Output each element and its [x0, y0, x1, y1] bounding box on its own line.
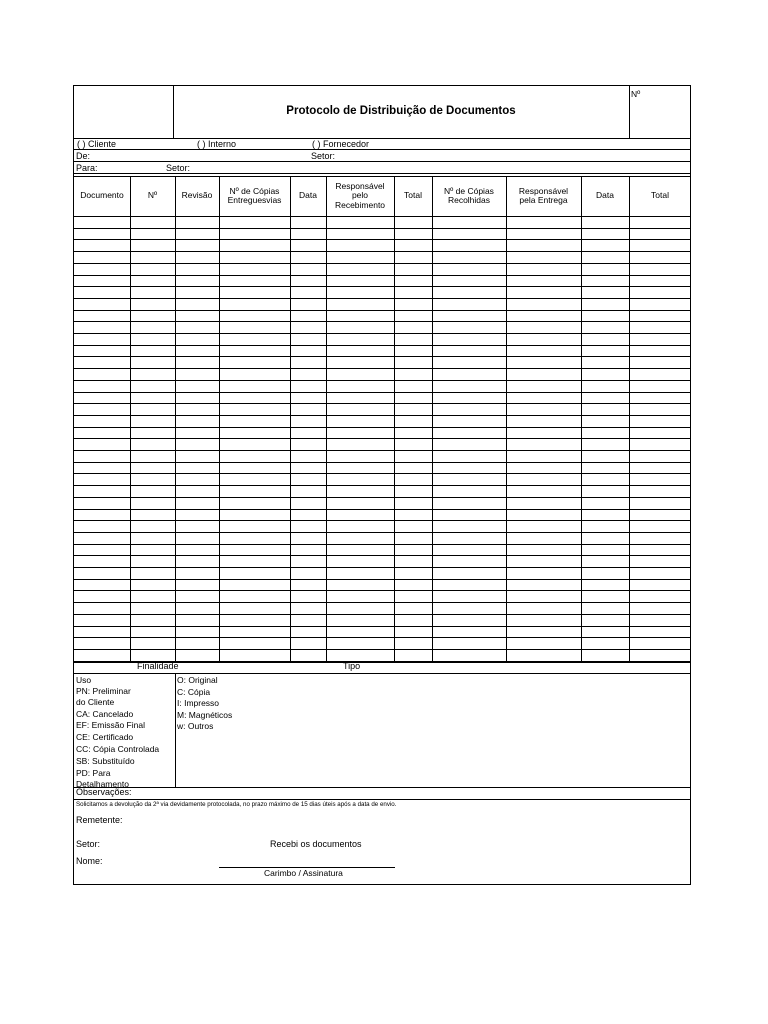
option-interno[interactable]: ( ) Interno	[197, 139, 237, 149]
table-row	[74, 228, 690, 229]
table-row	[74, 567, 690, 568]
table-row	[74, 497, 690, 498]
recebi-label: Recebi os documentos	[270, 839, 362, 849]
table-row	[74, 345, 690, 346]
table-row	[74, 298, 690, 299]
table-row	[74, 462, 690, 463]
table-row	[74, 263, 690, 264]
tipo-legend-item: O: Original	[177, 675, 218, 685]
table-column-divider	[629, 176, 630, 662]
table-column-divider	[506, 176, 507, 662]
legend-bottom-line	[74, 787, 690, 788]
finalidade-label: Finalidade	[137, 661, 179, 671]
legend-divider	[175, 673, 176, 787]
table-row	[74, 392, 690, 393]
table-column-divider	[130, 176, 131, 662]
table-row	[74, 438, 690, 439]
table-row	[74, 626, 690, 627]
table-row	[74, 649, 690, 650]
field-de-label: De:	[76, 151, 91, 161]
table-row	[74, 555, 690, 556]
table-row	[74, 403, 690, 404]
table-header-cell: Documento	[80, 190, 124, 201]
para-bottom-line	[74, 173, 690, 174]
table-row	[74, 251, 690, 252]
return-notice: Solicitamos a devolução da 2ª via devidamente protocolada, no prazo máximo de 15 dias úteis após a data de envio.	[76, 801, 397, 808]
uso-legend-item: PD: Para	[76, 768, 111, 778]
field-setor-label: Setor:	[311, 151, 336, 161]
observacoes-label: Observações:	[76, 787, 132, 797]
table-row	[74, 614, 690, 615]
table-header-cell: Nº de Cópias Recolhidas	[444, 185, 494, 205]
table-row	[74, 239, 690, 240]
table-header-cell: Responsável pelo Recebimento	[334, 180, 386, 210]
table-column-divider	[326, 176, 327, 662]
table-header-cell: Revisão	[181, 190, 213, 201]
table-column-divider	[432, 176, 433, 662]
table-header-cell: Total	[404, 190, 422, 201]
uso-legend-item: Detalhamento	[76, 779, 129, 789]
table-row	[74, 368, 690, 369]
table-row	[74, 321, 690, 322]
header-bottom-line	[74, 138, 690, 139]
uso-legend-item: Uso	[76, 675, 92, 685]
uso-legend-item: do Cliente	[76, 697, 115, 707]
table-row	[74, 356, 690, 357]
header-divider-right	[629, 86, 630, 138]
tipo-legend-item: I: Impresso	[177, 698, 220, 708]
table-row	[74, 310, 690, 311]
legend-top-line	[74, 673, 690, 674]
table-row	[74, 544, 690, 545]
options-bottom-line	[74, 149, 690, 150]
uso-legend-item: SB: Substituído	[76, 756, 135, 766]
table-row	[74, 415, 690, 416]
tipo-legend-item: w: Outros	[177, 721, 214, 731]
table-row	[74, 275, 690, 276]
table-row	[74, 286, 690, 287]
form-number-label: Nº	[631, 89, 641, 99]
tipo-legend-item: C: Cópia	[177, 686, 211, 697]
table-row	[74, 532, 690, 533]
tipo-legend-item: M: Magnéticos	[177, 709, 233, 720]
documents-table	[74, 176, 690, 662]
table-row	[74, 590, 690, 591]
uso-legend-item: CA: Cancelado	[76, 709, 134, 719]
signature-caption: Carimbo / Assinatura	[264, 868, 343, 878]
table-header-cell: Data	[299, 190, 317, 201]
table-column-divider	[290, 176, 291, 662]
table-column-divider	[219, 176, 220, 662]
table-header-cell: Data	[596, 190, 614, 201]
table-row	[74, 473, 690, 474]
table-row	[74, 579, 690, 580]
table-row	[74, 450, 690, 451]
observacoes-bottom-line	[74, 799, 690, 800]
table-row	[74, 637, 690, 638]
tipo-label: Tipo	[343, 661, 361, 671]
table-header-bottom-line	[74, 216, 690, 217]
table-row	[74, 427, 690, 428]
table-column-divider	[175, 176, 176, 662]
table-row	[74, 333, 690, 334]
table-column-divider	[394, 176, 395, 662]
uso-legend-item: CC: Cópia Controlada	[76, 744, 160, 754]
option-cliente[interactable]: ( ) Cliente	[77, 139, 117, 149]
nome-label: Nome:	[76, 856, 103, 866]
table-column-divider	[581, 176, 582, 662]
table-header-cell: Total	[651, 190, 669, 201]
option-fornecedor[interactable]: ( ) Fornecedor	[312, 139, 370, 149]
table-row	[74, 509, 690, 510]
remetente-label: Remetente:	[76, 815, 123, 825]
setor-label: Setor:	[76, 839, 101, 849]
table-header-cell: Nº	[147, 190, 158, 201]
distribution-protocol-form	[73, 85, 691, 885]
table-row	[74, 602, 690, 603]
table-row	[74, 380, 690, 381]
field-setor-para-label: Setor:	[166, 163, 191, 173]
uso-legend-item: EF: Emissão Final	[76, 720, 145, 730]
table-row	[74, 485, 690, 486]
uso-legend-item: PN: Preliminar	[76, 686, 131, 696]
table-header-cell: Responsável pela Entrega	[518, 185, 569, 205]
uso-legend-item: CE: Certificado	[76, 732, 134, 742]
table-row	[74, 520, 690, 521]
table-header-cell: Nº de Cópias Entreguesvias	[227, 185, 282, 205]
form-title: Protocolo de Distribuição de Documentos	[286, 105, 516, 117]
field-para-label: Para:	[76, 163, 98, 173]
de-bottom-line	[74, 161, 690, 162]
